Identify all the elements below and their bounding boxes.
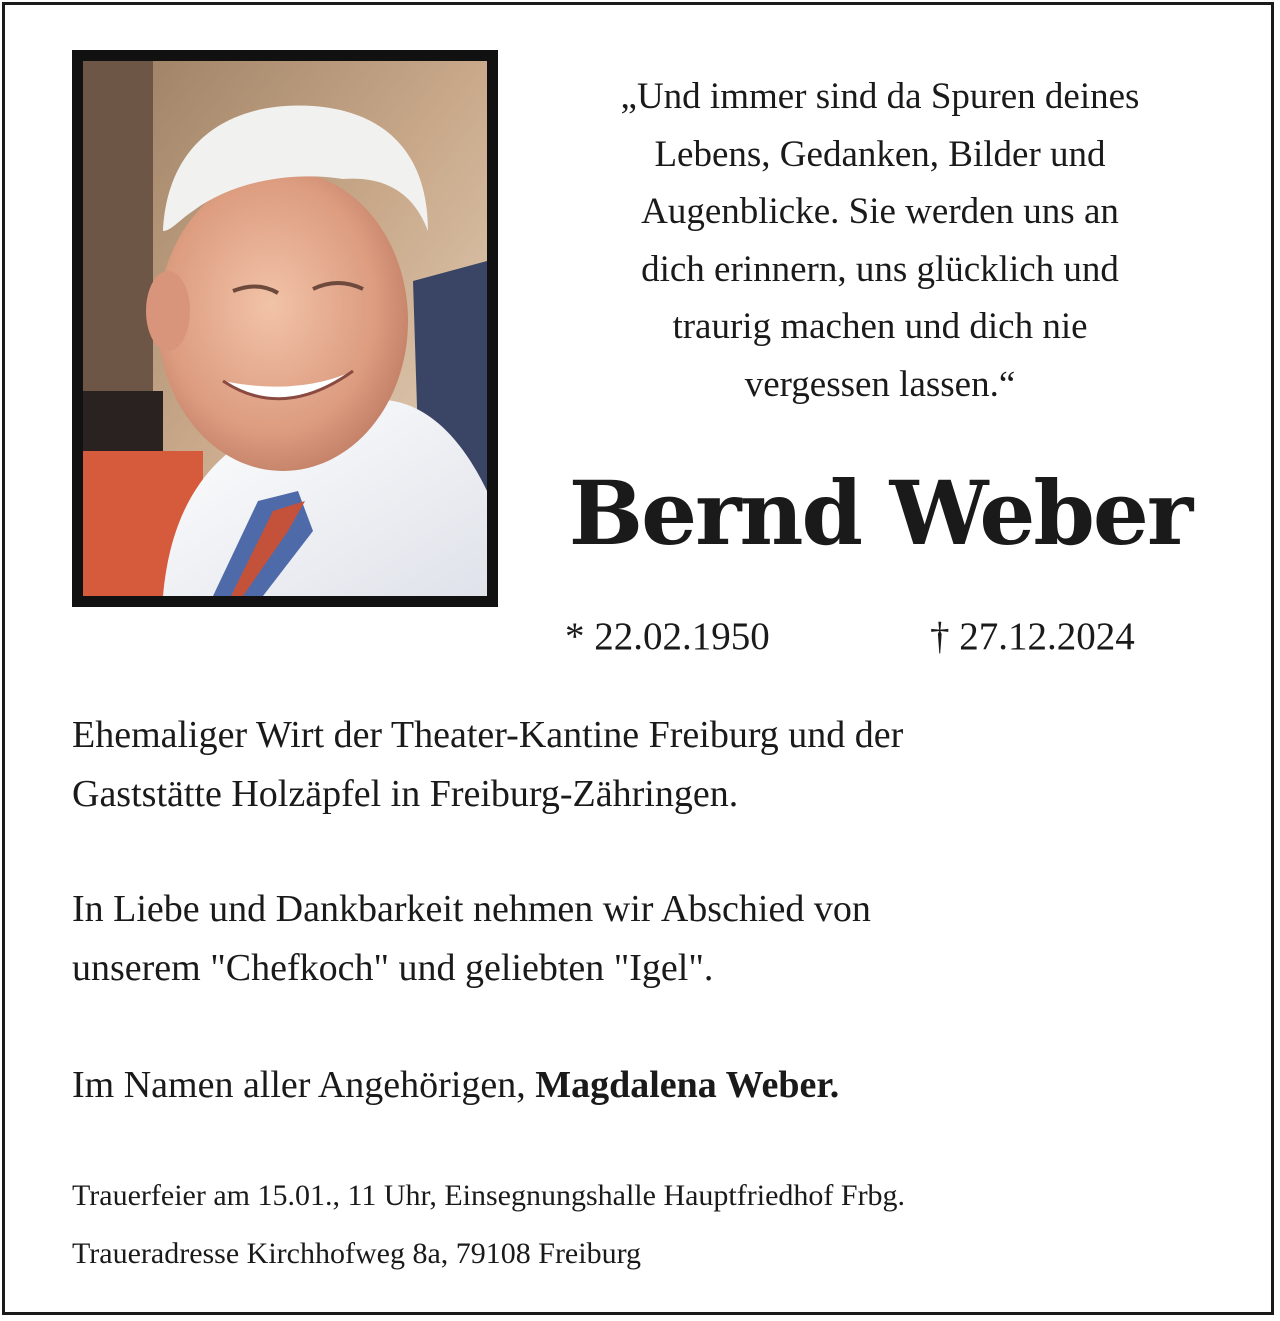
signature-line: [72, 1056, 839, 1115]
paragraph-line: Ehemaliger Wirt der Theater-Kantine Freiburg und der: [72, 714, 904, 756]
quote-line: Lebens, Gedanken, Bilder und: [654, 133, 1106, 175]
quote-line: Augenblicke. Sie werden uns an: [641, 191, 1119, 232]
signature-name: Magdalena Weber.: [535, 1064, 840, 1106]
deceased-name: Bernd Weber: [568, 461, 1192, 565]
portrait-image: [83, 61, 487, 596]
quote-line: dich erinnern, uns glücklich und: [641, 248, 1119, 290]
portrait-photo: [72, 50, 498, 607]
quote-line: traurig machen und dich nie: [672, 306, 1088, 347]
quote-line: „Und immer sind da Spuren deines: [620, 76, 1140, 117]
paragraph-line: unserem "Chefkoch" und geliebten "Igel".: [72, 947, 714, 989]
paragraph-line: Gaststätte Holzäpfel in Freiburg-Zähringen.: [72, 773, 739, 815]
mourning-address: Traueradresse Kirchhofweg 8a, 79108 Freiburg: [72, 1237, 642, 1270]
funeral-details: Trauerfeier am 15.01., 11 Uhr, Einsegnungshalle Hauptfriedhof Frbg.: [72, 1179, 906, 1212]
birth-date: * 22.02.1950: [565, 615, 770, 658]
paragraph-line: In Liebe und Dankbarkeit nehmen wir Abschied von: [72, 888, 871, 930]
quote-line: vergessen lassen.“: [744, 363, 1016, 405]
farewell-paragraph: [72, 880, 871, 998]
memorial-quote: [530, 68, 1230, 413]
occupation-paragraph: [72, 706, 903, 824]
death-date: † 27.12.2024: [930, 615, 1135, 658]
signature-prefix: Im Namen aller Angehörigen,: [72, 1064, 526, 1106]
